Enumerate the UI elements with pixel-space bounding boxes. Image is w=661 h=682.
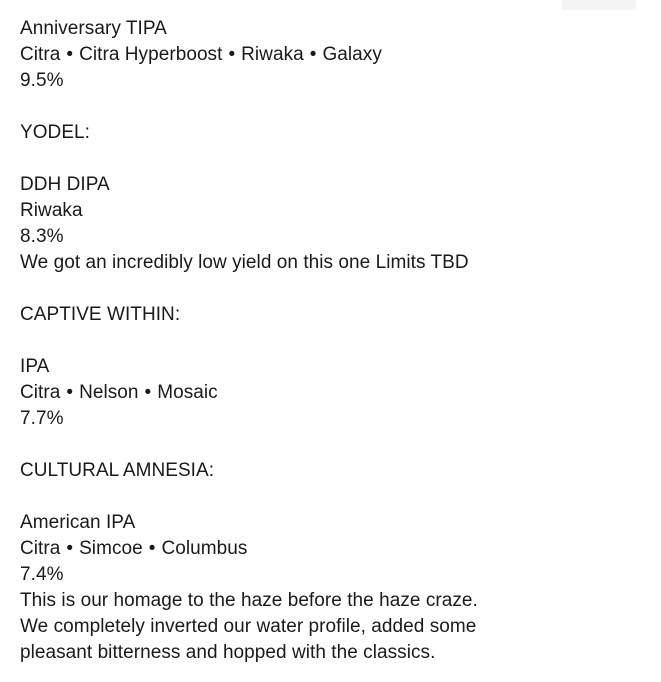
separator-dot: • bbox=[228, 44, 236, 65]
beer-style: IPA bbox=[20, 356, 50, 377]
hop-name: Riwaka bbox=[241, 44, 304, 65]
beer-entry bbox=[20, 458, 641, 666]
hop-name: Columbus bbox=[161, 538, 248, 559]
beer-name-heading: CULTURAL AMNESIA: bbox=[20, 460, 215, 481]
hop-list bbox=[20, 198, 641, 224]
hop-name: Citra Hyperboost bbox=[79, 44, 223, 65]
separator-dot: • bbox=[66, 538, 74, 559]
abv-value: 7.7% bbox=[20, 408, 64, 429]
hop-name: Mosaic bbox=[157, 382, 218, 403]
beer-list-post bbox=[20, 16, 641, 666]
hop-name: Citra bbox=[20, 382, 61, 403]
separator-dot: • bbox=[148, 538, 156, 559]
beer-note: We completely inverted our water profile, added some bbox=[20, 616, 477, 637]
hop-name: Riwaka bbox=[20, 200, 83, 221]
beer-style: DDH DIPA bbox=[20, 174, 110, 195]
abv-value: 8.3% bbox=[20, 226, 64, 247]
beer-entry bbox=[20, 120, 641, 276]
hop-name: Nelson bbox=[79, 382, 139, 403]
hop-name: Citra bbox=[20, 538, 61, 559]
beer-style: American IPA bbox=[20, 512, 136, 533]
hop-name: Galaxy bbox=[322, 44, 382, 65]
beer-name-heading: YODEL: bbox=[20, 122, 90, 143]
separator-dot: • bbox=[66, 382, 74, 403]
hop-list bbox=[20, 42, 641, 68]
beer-note: This is our homage to the haze before the haze craze. bbox=[20, 590, 478, 611]
beer-entry bbox=[20, 16, 641, 94]
abv-value: 7.4% bbox=[20, 564, 64, 585]
abv-value: 9.5% bbox=[20, 70, 64, 91]
hop-list bbox=[20, 536, 641, 562]
separator-dot: • bbox=[144, 382, 152, 403]
hop-list bbox=[20, 380, 641, 406]
hop-name: Simcoe bbox=[79, 538, 143, 559]
beer-style: Anniversary TIPA bbox=[20, 18, 167, 39]
beer-entry bbox=[20, 302, 641, 432]
beer-note: We got an incredibly low yield on this one Limits TBD bbox=[20, 252, 469, 273]
beer-name-heading: CAPTIVE WITHIN: bbox=[20, 304, 181, 325]
separator-dot: • bbox=[66, 44, 74, 65]
separator-dot: • bbox=[309, 44, 317, 65]
corner-tab bbox=[562, 0, 636, 10]
beer-note: pleasant bitterness and hopped with the classics. bbox=[20, 642, 436, 663]
hop-name: Citra bbox=[20, 44, 61, 65]
